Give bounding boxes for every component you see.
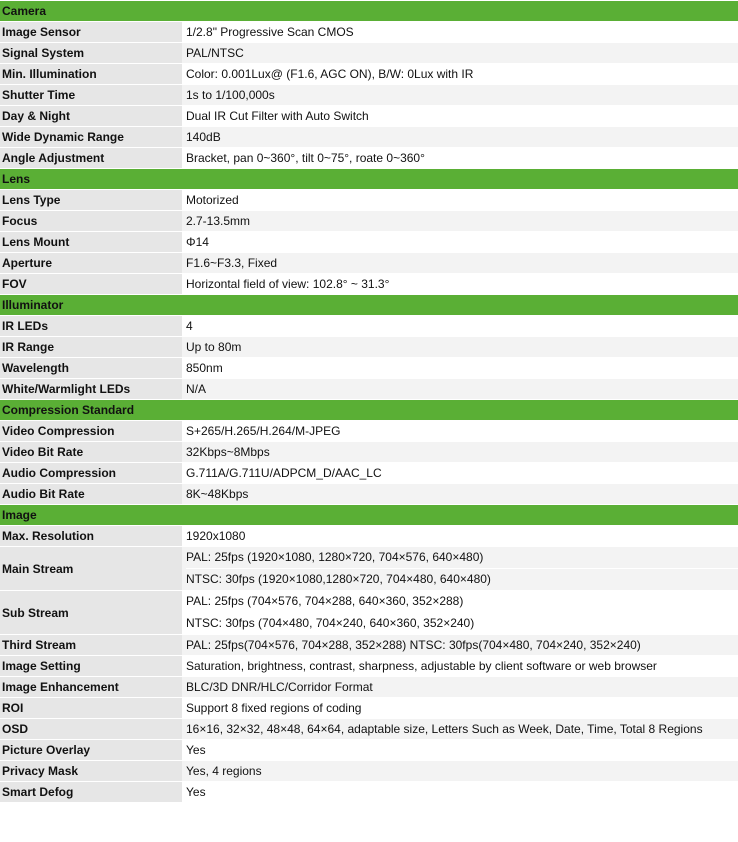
spec-key: Privacy Mask (0, 761, 182, 782)
spec-key: IR Range (0, 337, 182, 358)
spec-row (0, 337, 738, 358)
spec-row (0, 148, 738, 169)
spec-value: Φ14 (182, 232, 738, 253)
spec-key: Max. Resolution (0, 526, 182, 547)
spec-row (0, 358, 738, 379)
spec-row (0, 106, 738, 127)
spec-value: 1s to 1/100,000s (182, 85, 738, 106)
spec-key: Lens Type (0, 190, 182, 211)
spec-key: Wide Dynamic Range (0, 127, 182, 148)
spec-value: 32Kbps~8Mbps (182, 442, 738, 463)
spec-value: Yes, 4 regions (182, 761, 738, 782)
spec-key: Image Setting (0, 656, 182, 677)
spec-row (0, 127, 738, 148)
spec-value: 850nm (182, 358, 738, 379)
spec-value: F1.6~F3.3, Fixed (182, 253, 738, 274)
spec-row (0, 656, 738, 677)
spec-row (0, 677, 738, 698)
section-title: Image (0, 505, 738, 526)
spec-key: Shutter Time (0, 85, 182, 106)
spec-key: Audio Compression (0, 463, 182, 484)
spec-row (0, 85, 738, 106)
spec-key: Day & Night (0, 106, 182, 127)
spec-key: Min. Illumination (0, 64, 182, 85)
spec-row (0, 211, 738, 232)
section-header-illuminator (0, 295, 738, 316)
spec-row (0, 591, 738, 635)
spec-value: 140dB (182, 127, 738, 148)
spec-key: Signal System (0, 43, 182, 64)
spec-row (0, 442, 738, 463)
spec-row (0, 421, 738, 442)
spec-key: OSD (0, 719, 182, 740)
spec-value: N/A (182, 379, 738, 400)
spec-value: PAL: 25fps(704×576, 704×288, 352×288) NTSC: 30fps(704×480, 704×240, 352×240) (182, 635, 738, 656)
spec-key: Picture Overlay (0, 740, 182, 761)
spec-value: 16×16, 32×32, 48×48, 64×64, adaptable size, Letters Such as Week, Date, Time, Total 8 Regions (182, 719, 738, 740)
section-header-compression-standard (0, 400, 738, 421)
section-title: Illuminator (0, 295, 738, 316)
spec-value: Saturation, brightness, contrast, sharpness, adjustable by client software or web browser (182, 656, 738, 677)
spec-key: Smart Defog (0, 782, 182, 803)
spec-row (0, 22, 738, 43)
spec-row (0, 740, 738, 761)
spec-row (0, 526, 738, 547)
spec-value: Motorized (182, 190, 738, 211)
spec-value: Yes (182, 740, 738, 761)
spec-row (0, 190, 738, 211)
spec-row (0, 64, 738, 85)
spec-key: FOV (0, 274, 182, 295)
spec-value: 1/2.8" Progressive Scan CMOS (182, 22, 738, 43)
spec-row (0, 698, 738, 719)
spec-value: Bracket, pan 0~360°, tilt 0~75°, roate 0~360° (182, 148, 738, 169)
spec-key: Image Sensor (0, 22, 182, 43)
spec-value: Color: 0.001Lux@ (F1.6, AGC ON), B/W: 0Lux with IR (182, 64, 738, 85)
spec-key: Aperture (0, 253, 182, 274)
section-title: Camera (0, 1, 738, 22)
spec-row (0, 316, 738, 337)
spec-key: Third Stream (0, 635, 182, 656)
spec-row (0, 782, 738, 803)
spec-value-line: PAL: 25fps (704×576, 704×288, 640×360, 352×288) (186, 594, 464, 608)
spec-value: 1920x1080 (182, 526, 738, 547)
spec-table-body (0, 1, 738, 803)
spec-row (0, 274, 738, 295)
spec-row (0, 719, 738, 740)
spec-value: G.711A/G.711U/ADPCM_D/AAC_LC (182, 463, 738, 484)
spec-value: 4 (182, 316, 738, 337)
spec-key: Wavelength (0, 358, 182, 379)
section-title: Compression Standard (0, 400, 738, 421)
spec-value: PAL/NTSC (182, 43, 738, 64)
spec-key: Focus (0, 211, 182, 232)
spec-value: Up to 80m (182, 337, 738, 358)
spec-value (182, 547, 738, 591)
spec-key: Image Enhancement (0, 677, 182, 698)
spec-value: Dual IR Cut Filter with Auto Switch (182, 106, 738, 127)
spec-value: Yes (182, 782, 738, 803)
spec-row (0, 43, 738, 64)
spec-key: Sub Stream (0, 591, 182, 635)
spec-value: 8K~48Kbps (182, 484, 738, 505)
spec-row (0, 253, 738, 274)
spec-value: 2.7-13.5mm (182, 211, 738, 232)
spec-value: S+265/H.265/H.264/M-JPEG (182, 421, 738, 442)
spec-value: Support 8 fixed regions of coding (182, 698, 738, 719)
spec-row (0, 484, 738, 505)
spec-row (0, 761, 738, 782)
section-header-image (0, 505, 738, 526)
spec-row (0, 379, 738, 400)
spec-row (0, 232, 738, 253)
spec-key: Video Compression (0, 421, 182, 442)
section-header-camera (0, 1, 738, 22)
spec-value-line: PAL: 25fps (1920×1080, 1280×720, 704×576, 640×480) (186, 550, 484, 564)
spec-row (0, 463, 738, 484)
spec-row (0, 635, 738, 656)
spec-key: Angle Adjustment (0, 148, 182, 169)
spec-value (182, 591, 738, 635)
spec-key: Lens Mount (0, 232, 182, 253)
spec-key: ROI (0, 698, 182, 719)
spec-value-line: NTSC: 30fps (704×480, 704×240, 640×360, 352×240) (186, 612, 738, 634)
spec-key: Video Bit Rate (0, 442, 182, 463)
spec-value: Horizontal field of view: 102.8° ~ 31.3° (182, 274, 738, 295)
section-header-lens (0, 169, 738, 190)
spec-value: BLC/3D DNR/HLC/Corridor Format (182, 677, 738, 698)
spec-row (0, 547, 738, 591)
spec-value-line: NTSC: 30fps (1920×1080,1280×720, 704×480, 640×480) (186, 568, 738, 590)
spec-key: Main Stream (0, 547, 182, 591)
spec-key: IR LEDs (0, 316, 182, 337)
section-title: Lens (0, 169, 738, 190)
spec-key: White/Warmlight LEDs (0, 379, 182, 400)
spec-key: Audio Bit Rate (0, 484, 182, 505)
